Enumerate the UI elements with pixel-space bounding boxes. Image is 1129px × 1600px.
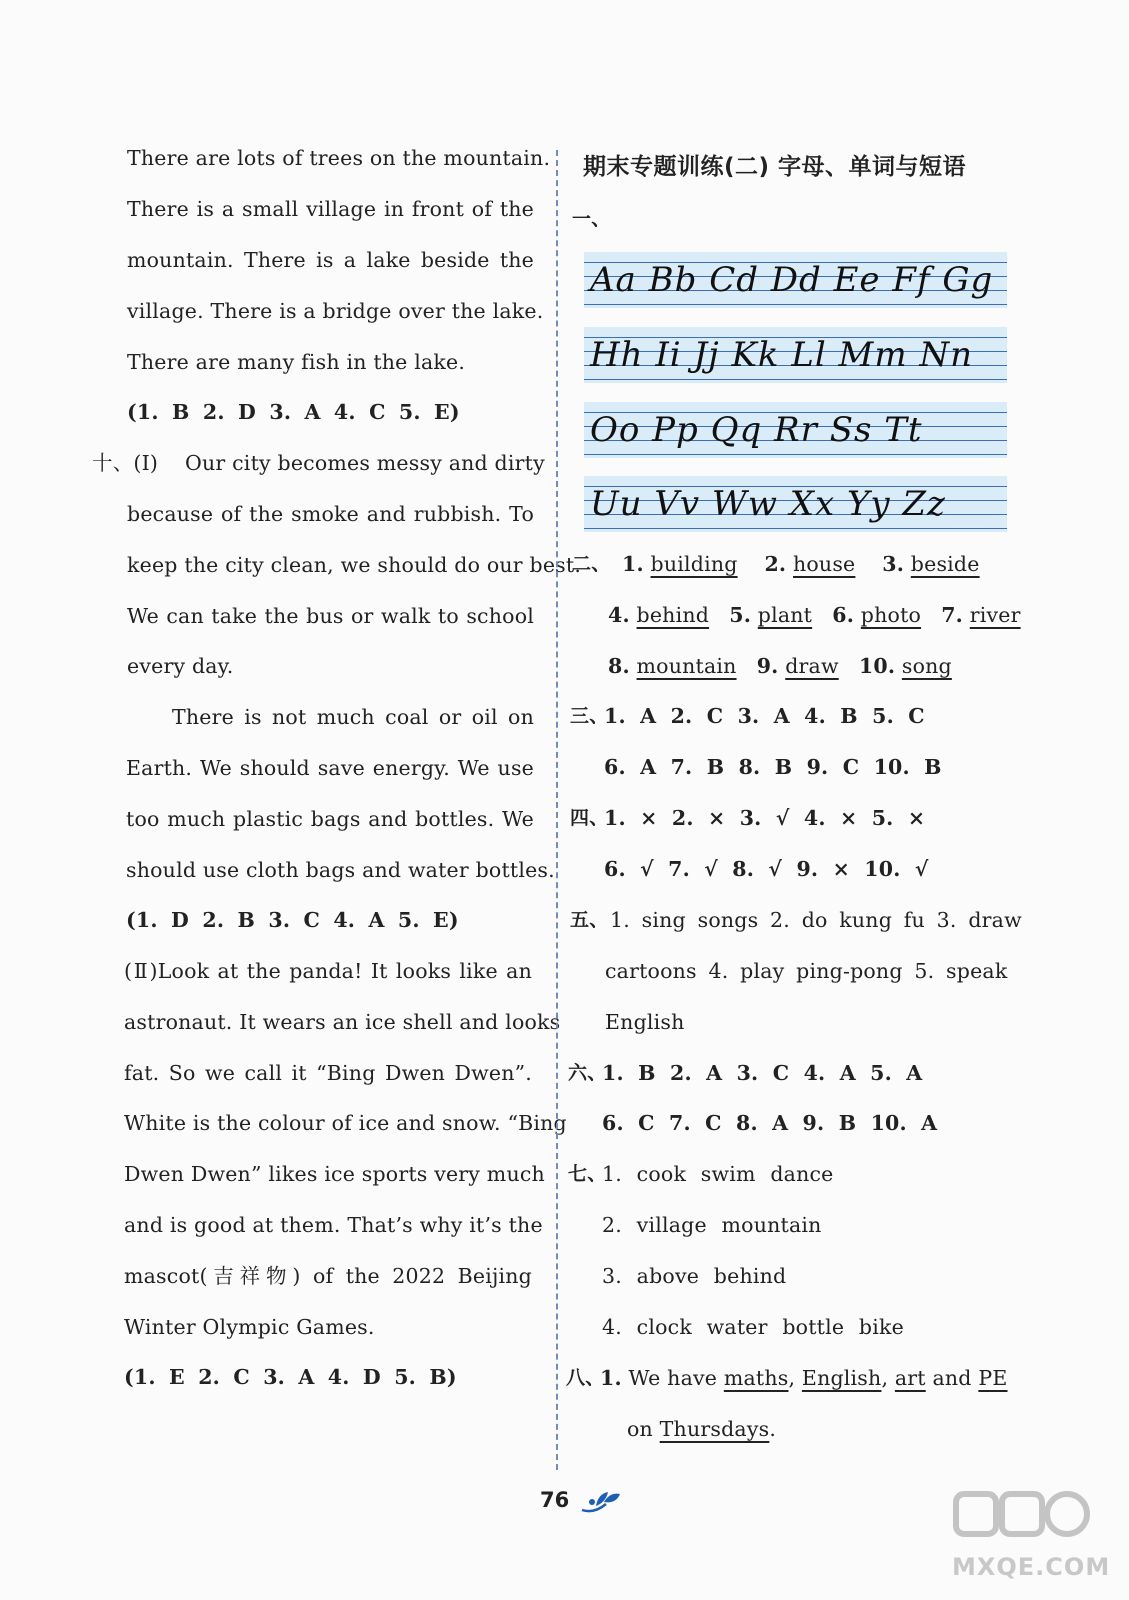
text-line: Earth. We should save energy. We use	[126, 756, 534, 780]
section-label: 四、	[570, 807, 609, 829]
answer-line: 1. B 2. A 3. C 4. A 5. A	[602, 1061, 923, 1085]
watermark-logo-icon	[952, 1480, 1092, 1550]
alphabet-row: Aa Bb Cd Dd Ee Ff Gg	[590, 260, 994, 300]
watermark-text: MXQE.COM	[952, 1553, 1111, 1581]
answer-key: (1. D 2. B 3. C 4. A 5. E)	[126, 908, 459, 932]
text-line: mascot(吉祥物) of the 2022 Beijing	[124, 1264, 532, 1288]
section-label: 十、(Ⅰ)	[92, 451, 159, 475]
text-line: mountain. There is a lake beside the	[127, 248, 534, 272]
column-divider	[556, 150, 558, 1470]
answer-line: 1. We have maths, English, art and PE	[600, 1366, 1008, 1390]
handwriting-row	[584, 476, 1007, 532]
text-line: There are many fish in the lake.	[127, 350, 466, 374]
text-line: There is not much coal or oil on	[172, 705, 534, 729]
handwriting-row	[584, 402, 1007, 458]
text-line: too much plastic bags and bottles. We	[126, 807, 534, 831]
section-label: 六、	[568, 1062, 607, 1084]
text-line: should use cloth bags and water bottles.	[126, 858, 555, 882]
page-number: 76	[540, 1488, 570, 1512]
text-line: Dwen Dwen” likes ice sports very much	[124, 1162, 545, 1186]
answer-line: 1. × 2. × 3. √ 4. × 5. ×	[604, 806, 926, 830]
alphabet-row: Hh Ii Jj Kk Ll Mm Nn	[590, 335, 974, 375]
answer-line: on Thursdays.	[627, 1417, 777, 1441]
answer-line: 4. behind 5. plant 6. photo 7. river	[608, 603, 1021, 627]
section-label: 一、	[572, 208, 611, 230]
section-label: 二、	[572, 553, 611, 575]
text-line: every day.	[127, 654, 234, 678]
handwriting-row	[584, 252, 1007, 308]
answer-line: 6. A 7. B 8. B 9. C 10. B	[604, 755, 942, 779]
answer-line: English	[605, 1010, 685, 1034]
text-line: White is the colour of ice and snow. “Bing	[124, 1111, 567, 1135]
text-line: village. There is a bridge over the lake.	[127, 299, 544, 323]
answer-key: (1. E 2. C 3. A 4. D 5. B)	[124, 1365, 457, 1389]
handwriting-row	[584, 327, 1007, 383]
text-line: There is a small village in front of the	[127, 197, 534, 221]
text-line: We can take the bus or walk to school	[127, 604, 534, 628]
text-line: There are lots of trees on the mountain.	[127, 146, 551, 170]
answer-line: 3. above behind	[602, 1264, 787, 1288]
text-line: and is good at them. That’s why it’s the	[124, 1213, 543, 1237]
answer-line: 6. √ 7. √ 8. √ 9. × 10. √	[604, 857, 929, 881]
text-line: astronaut. It wears an ice shell and looks	[124, 1010, 561, 1034]
alphabet-row: Uu Vv Ww Xx Yy Zz	[590, 484, 946, 524]
text-line: keep the city clean, we should do our best.	[127, 553, 582, 577]
answer-line: 1. A 2. C 3. A 4. B 5. C	[604, 704, 925, 728]
answer-line: 2. village mountain	[602, 1213, 822, 1237]
answer-key: (1. B 2. D 3. A 4. C 5. E)	[127, 400, 460, 424]
section-label: 七、	[568, 1163, 607, 1185]
text-line: Winter Olympic Games.	[124, 1315, 375, 1339]
section-label: 三、	[570, 705, 609, 727]
section-label: 八、	[566, 1367, 605, 1389]
leaf-ornament-icon	[580, 1488, 624, 1516]
answer-line: 1. cook swim dance	[602, 1162, 834, 1186]
answer-line: 1. sing songs 2. do kung fu 3. draw	[610, 908, 1022, 932]
text-line: Our city becomes messy and dirty	[185, 451, 545, 475]
answer-line: 8. mountain 9. draw 10. song	[608, 654, 952, 678]
answer-line: 4. clock water bottle bike	[602, 1315, 904, 1339]
text-line: (Ⅱ)Look at the panda! It looks like an	[124, 959, 532, 983]
text-line: fat. So we call it “Bing Dwen Dwen”.	[124, 1061, 532, 1085]
section-title: 期末专题训练(二) 字母、单词与短语	[583, 154, 967, 180]
answer-line: 1. building 2. house 3. beside	[622, 552, 980, 576]
text-line: because of the smoke and rubbish. To	[127, 502, 534, 526]
answer-line: 6. C 7. C 8. A 9. B 10. A	[602, 1111, 938, 1135]
answer-line: cartoons 4. play ping-pong 5. speak	[605, 959, 1008, 983]
section-label: 五、	[570, 909, 609, 931]
alphabet-row: Oo Pp Qq Rr Ss Tt	[590, 410, 923, 450]
